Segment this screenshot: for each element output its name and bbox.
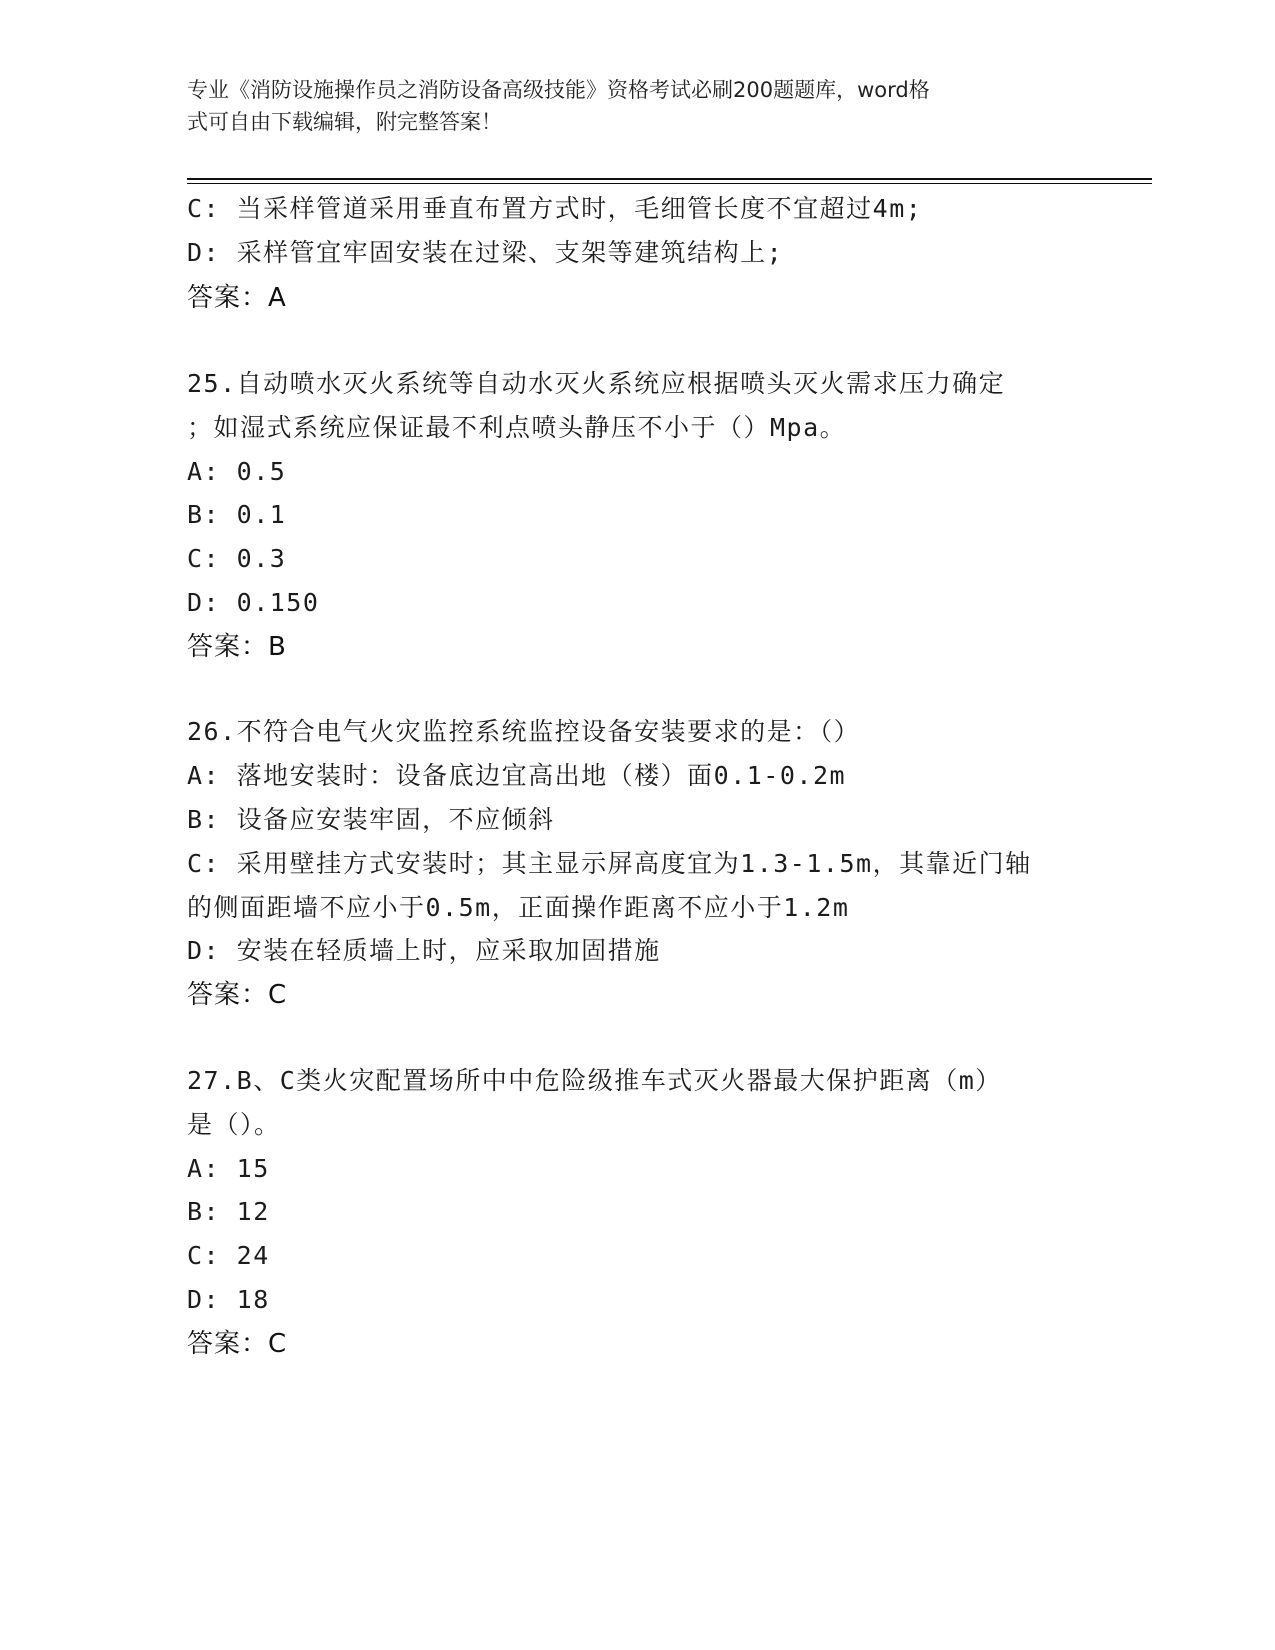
q27-option-a: A: 15 bbox=[187, 1154, 270, 1183]
q25-option-d: D: 0.150 bbox=[187, 588, 320, 617]
header-divider-thick bbox=[187, 178, 1152, 180]
q26-option-c-line-2: 的侧面距墙不应小于0.5m，正面操作距离不应小于1.2m bbox=[187, 893, 850, 922]
q26-option-a: A: 落地安装时：设备底边宜高出地（楼）面0.1-0.2m bbox=[187, 761, 847, 790]
q27-option-c: C: 24 bbox=[187, 1241, 270, 1270]
header-line-2: 式可自由下载编辑，附完整答案！ bbox=[187, 110, 502, 134]
document-header bbox=[187, 74, 1067, 138]
q27-option-b: B: 12 bbox=[187, 1197, 270, 1226]
q27-answer: 答案：C bbox=[187, 1329, 288, 1359]
header-divider-thin bbox=[187, 183, 1152, 184]
q25-answer: 答案：B bbox=[187, 632, 287, 662]
q25-option-a: A: 0.5 bbox=[187, 457, 287, 486]
q26-answer: 答案：C bbox=[187, 980, 288, 1010]
q26-option-b: B: 设备应安装牢固，不应倾斜 bbox=[187, 805, 555, 834]
q26-stem: 26.不符合电气火灾监控系统监控设备安装要求的是：（） bbox=[187, 717, 861, 746]
prev-answer: 答案：A bbox=[187, 283, 287, 313]
q26-option-c-line-1: C: 采用壁挂方式安装时；其主显示屏高度宜为1.3-1.5m，其靠近门轴 bbox=[187, 849, 1032, 878]
q25-stem-line-2: ；如湿式系统应保证最不利点喷头静压不小于（）Mpa。 bbox=[187, 413, 847, 442]
q25-stem-line-1: 25.自动喷水灭火系统等自动水灭火系统应根据喷头灭火需求压力确定 bbox=[187, 369, 1006, 398]
q27-stem-line-2: 是（）。 bbox=[187, 1110, 281, 1139]
header-line-1: 专业《消防设施操作员之消防设备高级技能》资格考试必刷200题题库，word格 bbox=[187, 78, 930, 102]
prev-option-c: C: 当采样管道采用垂直布置方式时，毛细管长度不宜超过4m; bbox=[187, 194, 923, 223]
q26-option-d: D: 安装在轻质墙上时，应采取加固措施 bbox=[187, 936, 661, 965]
q25-option-c: C: 0.3 bbox=[187, 544, 287, 573]
prev-option-d: D: 采样管宜牢固安装在过梁、支架等建筑结构上; bbox=[187, 238, 784, 267]
q27-stem-line-1: 27.B、C类火灾配置场所中中危险级推车式灭火器最大保护距离（m） bbox=[187, 1066, 1002, 1095]
q27-option-d: D: 18 bbox=[187, 1285, 270, 1314]
q25-option-b: B: 0.1 bbox=[187, 500, 287, 529]
